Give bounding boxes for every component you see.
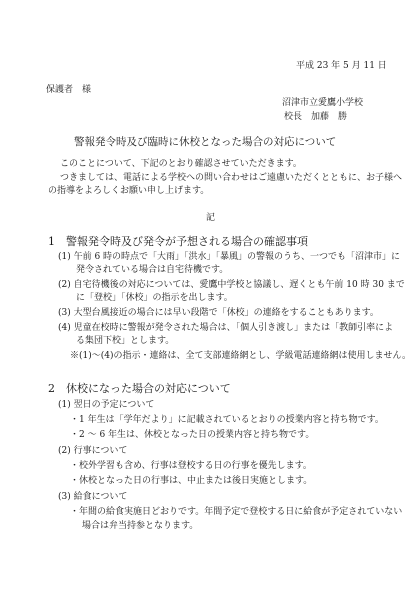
section-1-item-cont: 発令されている場合は自宅待機です。: [76, 265, 229, 275]
bullet-item: ・2 ～ 6 年生は、休校となった日の授業内容と持ち物です。: [70, 430, 315, 440]
bullet-item: ・校外学習も含め、行事は登校する日の行事を優先します。: [70, 461, 312, 471]
intro-line: このことについて、下記のとおり確認させていただきます。: [60, 159, 302, 169]
bullet-item: ・年間の給食実施日どおりです。年間予定で登校する日に給食が予定されていない: [70, 507, 403, 517]
section-1-item: (1) 午前 6 時の時点で「大雨」「洪水」「暴風」の警報のうち、一つでも「沼津市」に: [58, 252, 401, 262]
subsection-label: (3) 給食について: [58, 492, 128, 502]
principal-name: 校長 加藤 勝: [284, 112, 348, 122]
document-date: 平成 23 年 5 月 11 日: [296, 61, 387, 71]
section-1-item: (3) 大型台風接近の場合には早い段階で「休校」の連絡をすることもあります。: [58, 308, 379, 318]
school-name: 沼津市立愛鷹小学校: [282, 98, 364, 108]
section-1-item: (4) 児童在校時に警報が発令された場合は、「個人引き渡し」または「教師引率によ: [58, 323, 394, 333]
ki-heading: 記: [206, 213, 216, 223]
intro-line: つきましては、電話による学校への問い合わせはご遠慮いただくとともに、お子様へ: [60, 173, 403, 183]
document-title: 警報発令時及び臨時に休校となった場合の対応について: [74, 136, 337, 148]
recipient: 保護者 様: [46, 85, 92, 95]
bullet-item: ・休校となった日の行事は、中止または後日実施とします。: [70, 476, 313, 486]
section-1-item-cont: る集団下校」とします。: [76, 336, 175, 346]
section-2-heading: 2 休校になった場合の対応について: [48, 382, 231, 395]
intro-line: の指導をよろしくお願い申し上げます。: [48, 186, 210, 196]
bullet-item-cont: 場合は弁当持参となります。: [82, 521, 199, 531]
bullet-item: ・1 年生は「学年だより」に記載されているとおりの授業内容と持ち物です。: [70, 415, 384, 425]
section-1-item-cont: に「登校」「休校」の指示を出します。: [76, 293, 233, 303]
section-1-note: ※(1)～(4)の指示・連絡は、全て支部連絡網とし、学級電話連絡網は使用しません。: [70, 351, 412, 361]
section-1-item: (2) 自宅待機後の対応については、愛鷹中学校と協議し、遅くとも午前 10 時 30 まで: [58, 280, 405, 290]
subsection-label: (1) 翌日の予定について: [58, 400, 155, 410]
section-1-heading: 1 警報発令時及び発令が予想される場合の確認事項: [48, 235, 308, 248]
subsection-label: (2) 行事について: [58, 446, 128, 456]
